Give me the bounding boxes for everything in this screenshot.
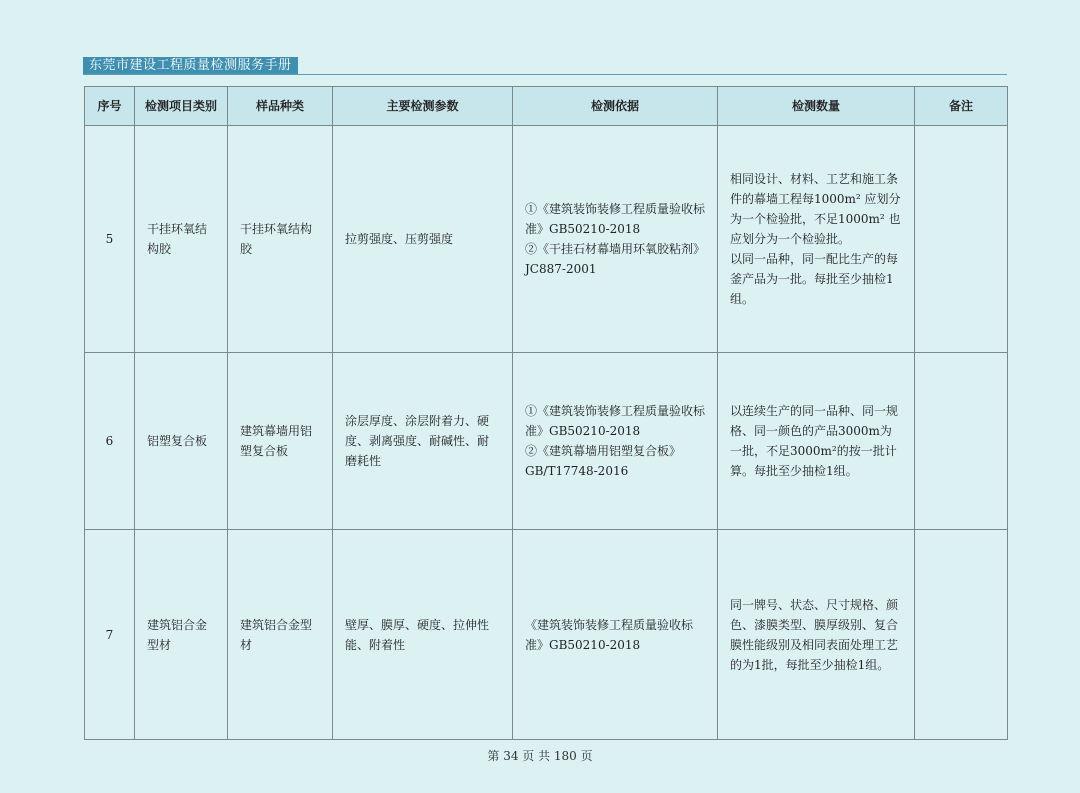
basis-ref: ②《干挂石材幕墙用环氧胶粘剂》JC887-2001 [525,242,706,276]
row-category: 建筑铝合金型材 [135,530,228,740]
basis-ref: ①《建筑装饰装修工程质量验收标准》GB50210-2018 [525,202,706,236]
row-basis [513,126,718,353]
page-number: 第 34 页 共 180 页 [487,749,593,763]
col-header-quantity: 检测数量 [718,87,915,126]
row-remark [915,353,1008,530]
row-category: 干挂环氧结构胶 [135,126,228,353]
row-no: 5 [85,126,135,353]
row-quantity [718,126,915,353]
col-header-basis: 检测依据 [513,87,718,126]
basis-ref: ①《建筑装饰装修工程质量验收标准》GB50210-2018 [525,404,706,438]
row-remark [915,126,1008,353]
inspection-table [84,86,1008,740]
header-divider [83,74,1007,75]
quantity-text: 相同设计、材料、工艺和施工条件的幕墙工程每1000m² 应划分为一个检验批，不足1000m² 也应划分为一个检验批。 [730,172,901,246]
basis-ref: 《建筑装饰装修工程质量验收标准》GB50210-2018 [525,617,694,652]
row-params: 拉剪强度、压剪强度 [333,126,513,353]
col-header-params: 主要检测参数 [333,87,513,126]
row-sample: 建筑铝合金型材 [228,530,333,740]
table-row [85,353,1008,530]
col-header-no: 序号 [85,87,135,126]
row-params: 壁厚、膜厚、硬度、拉伸性能、附着性 [333,530,513,740]
row-sample: 建筑幕墙用铝塑复合板 [228,353,333,530]
row-basis [513,530,718,740]
row-no: 6 [85,353,135,530]
table-row [85,530,1008,740]
table-header-row [85,87,1008,126]
row-no: 7 [85,530,135,740]
quantity-text: 以连续生产的同一品种、同一规格、同一颜色的产品3000m为一批，不足3000m²的按一批计算。每批至少抽检1组。 [730,404,899,478]
row-params: 涂层厚度、涂层附着力、硬度、剥离强度、耐碱性、耐磨耗性 [333,353,513,530]
row-quantity [718,530,915,740]
quantity-text: 以同一品种，同一配比生产的每釜产品为一批。每批至少抽检1组。 [730,252,899,306]
col-header-remark: 备注 [915,87,1008,126]
col-header-category: 检测项目类别 [135,87,228,126]
row-remark [915,530,1008,740]
row-quantity [718,353,915,530]
row-category: 铝塑复合板 [135,353,228,530]
col-header-sample: 样品种类 [228,87,333,126]
basis-ref: ②《建筑幕墙用铝塑复合板》GB/T17748-2016 [525,444,682,478]
row-basis [513,353,718,530]
row-sample: 干挂环氧结构胶 [228,126,333,353]
table-row [85,126,1008,353]
manual-title: 东莞市建设工程质量检测服务手册 [83,57,298,75]
quantity-text: 同一牌号、状态、尺寸规格、颜色、漆膜类型、膜厚级别、复合膜性能级别及相同表面处理工艺的为1批，每批至少抽检1组。 [730,597,899,672]
